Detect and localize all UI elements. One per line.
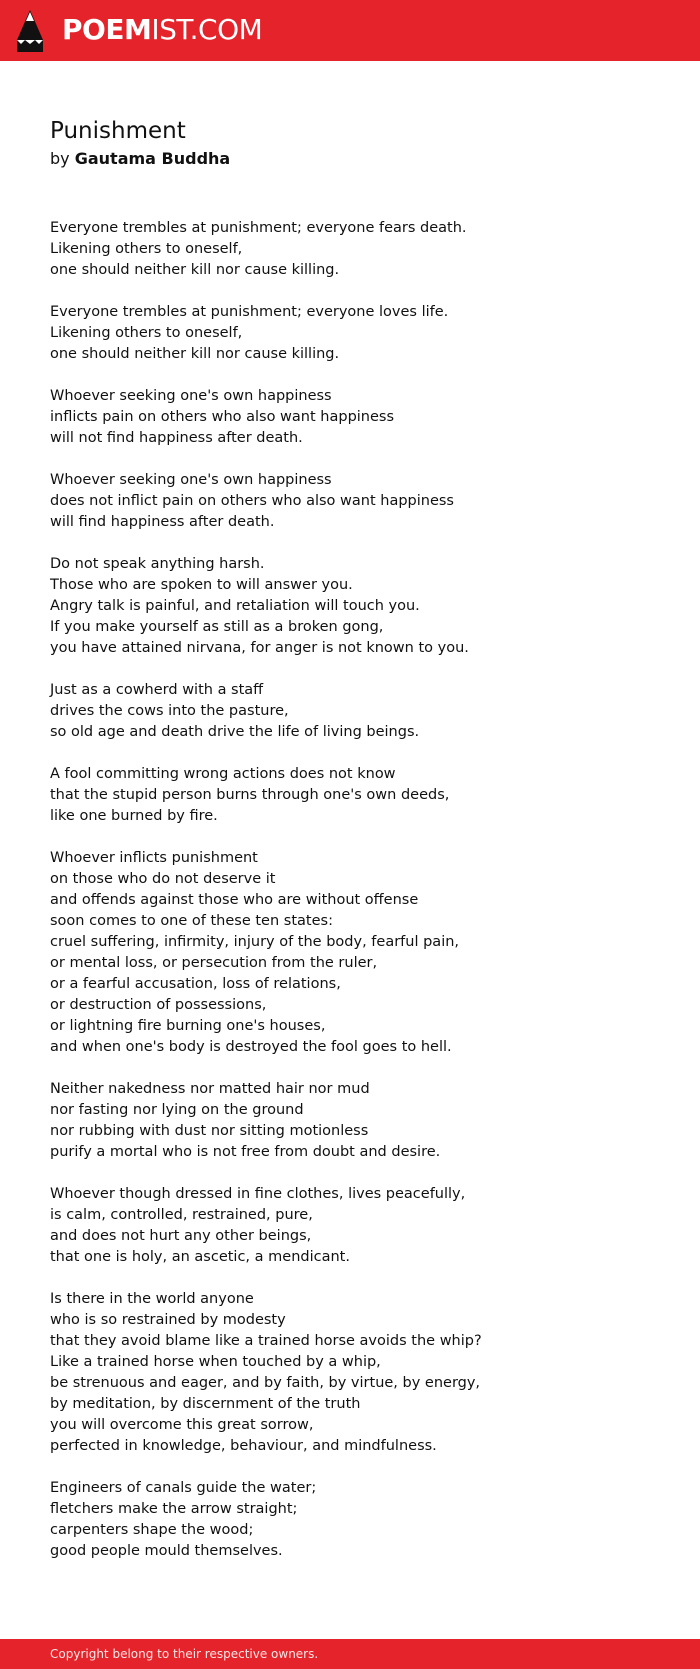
poem-line: nor rubbing with dust nor sitting motionless: [50, 1123, 369, 1139]
poem-line: carpenters shape the wood;: [50, 1522, 254, 1538]
poem-line: will find happiness after death.: [50, 514, 275, 530]
poem-line: and does not hurt any other beings,: [50, 1228, 312, 1244]
poem-line: Likening others to oneself,: [50, 241, 243, 257]
poem-line: by meditation, by discernment of the truth: [50, 1396, 361, 1412]
poem-line: If you make yourself as still as a broken gong,: [50, 619, 384, 635]
poem-line: perfected in knowledge, behaviour, and mindfulness.: [50, 1438, 437, 1454]
poem-line: Like a trained horse when touched by a whip,: [50, 1354, 381, 1370]
poem-stanza: [50, 554, 650, 659]
poem-line: and when one's body is destroyed the fool goes to hell.: [50, 1039, 452, 1055]
poem-line: cruel suffering, infirmity, injury of the body, fearful pain,: [50, 934, 460, 950]
poem-line: nor fasting nor lying on the ground: [50, 1102, 304, 1118]
pencil-tip-icon[interactable]: [17, 10, 43, 52]
poem-byline: [50, 148, 230, 170]
poem-line: good people mould themselves.: [50, 1543, 283, 1559]
poem-line: Likening others to oneself,: [50, 325, 243, 341]
poem-line: you will overcome this great sorrow,: [50, 1417, 314, 1433]
poem-line: purify a mortal who is not free from doubt and desire.: [50, 1144, 441, 1160]
byline-prefix: by: [50, 149, 70, 168]
poem-line: one should neither kill nor cause killing.: [50, 262, 340, 278]
poem-line: who is so restrained by modesty: [50, 1312, 286, 1328]
poem-line: inflicts pain on others who also want happiness: [50, 409, 395, 425]
poem-stanza: [50, 1289, 650, 1457]
poem-line: that the stupid person burns through one's own deeds,: [50, 787, 450, 803]
poem-stanza: [50, 386, 650, 449]
site-header: [0, 0, 700, 61]
poem-stanza: [50, 1184, 650, 1268]
poem-line: like one burned by fire.: [50, 808, 218, 824]
poem-line: Whoever inflicts punishment: [50, 850, 258, 866]
poem-line: drives the cows into the pasture,: [50, 703, 289, 719]
poem-line: so old age and death drive the life of living beings.: [50, 724, 420, 740]
footer-copyright: Copyright belong to their respective owners.: [50, 1647, 319, 1661]
poem-stanza: [50, 1079, 650, 1163]
poem-line: soon comes to one of these ten states:: [50, 913, 333, 929]
poem-stanza: [50, 680, 650, 743]
poem-line: one should neither kill nor cause killing.: [50, 346, 340, 362]
site-footer: [0, 1639, 700, 1669]
poem-line: Is there in the world anyone: [50, 1291, 254, 1307]
poem-stanza: [50, 1478, 650, 1562]
poem-line: you have attained nirvana, for anger is not known to you.: [50, 640, 469, 656]
poem-line: is calm, controlled, restrained, pure,: [50, 1207, 313, 1223]
poem-line: Everyone trembles at punishment; everyone loves life.: [50, 304, 449, 320]
poem-body: [50, 218, 650, 1583]
poem-stanza: [50, 302, 650, 365]
poem-line: A fool committing wrong actions does not know: [50, 766, 396, 782]
poem-line: that one is holy, an ascetic, a mendicant.: [50, 1249, 350, 1265]
poem-stanza: [50, 470, 650, 533]
poem-line: Everyone trembles at punishment; everyone fears death.: [50, 220, 467, 236]
poem-line: that they avoid blame like a trained horse avoids the whip?: [50, 1333, 482, 1349]
poem-stanza: [50, 218, 650, 281]
logo-bold-text: POEM: [62, 13, 152, 46]
poem-line: be strenuous and eager, and by faith, by virtue, by energy,: [50, 1375, 481, 1391]
poem-line: Whoever seeking one's own happiness: [50, 472, 332, 488]
poem-line: or destruction of possessions,: [50, 997, 267, 1013]
poem-line: on those who do not deserve it: [50, 871, 276, 887]
poem-stanza: [50, 848, 650, 1058]
poem-line: and offends against those who are without offense: [50, 892, 419, 908]
poem-line: or lightning fire burning one's houses,: [50, 1018, 326, 1034]
poem-line: Those who are spoken to will answer you.: [50, 577, 353, 593]
poem-line: does not inflict pain on others who also want happiness: [50, 493, 454, 509]
poem-line: Engineers of canals guide the water;: [50, 1480, 317, 1496]
site-logo-link[interactable]: [62, 12, 262, 48]
poem-line: or mental loss, or persecution from the ruler,: [50, 955, 378, 971]
poem-line: fletchers make the arrow straight;: [50, 1501, 298, 1517]
author-name[interactable]: Gautama Buddha: [74, 149, 231, 168]
poem-title: Punishment: [50, 118, 186, 144]
poem-line: Angry talk is painful, and retaliation will touch you.: [50, 598, 420, 614]
poem-line: Just as a cowherd with a staff: [50, 682, 264, 698]
logo-light-text: IST.COM: [151, 13, 263, 46]
poem-line: will not find happiness after death.: [50, 430, 303, 446]
poem-line: or a fearful accusation, loss of relations,: [50, 976, 341, 992]
poem-line: Whoever though dressed in fine clothes, lives peacefully,: [50, 1186, 466, 1202]
poem-line: Neither nakedness nor matted hair nor mud: [50, 1081, 370, 1097]
poem-line: Whoever seeking one's own happiness: [50, 388, 332, 404]
poem-line: Do not speak anything harsh.: [50, 556, 265, 572]
poem-stanza: [50, 764, 650, 827]
